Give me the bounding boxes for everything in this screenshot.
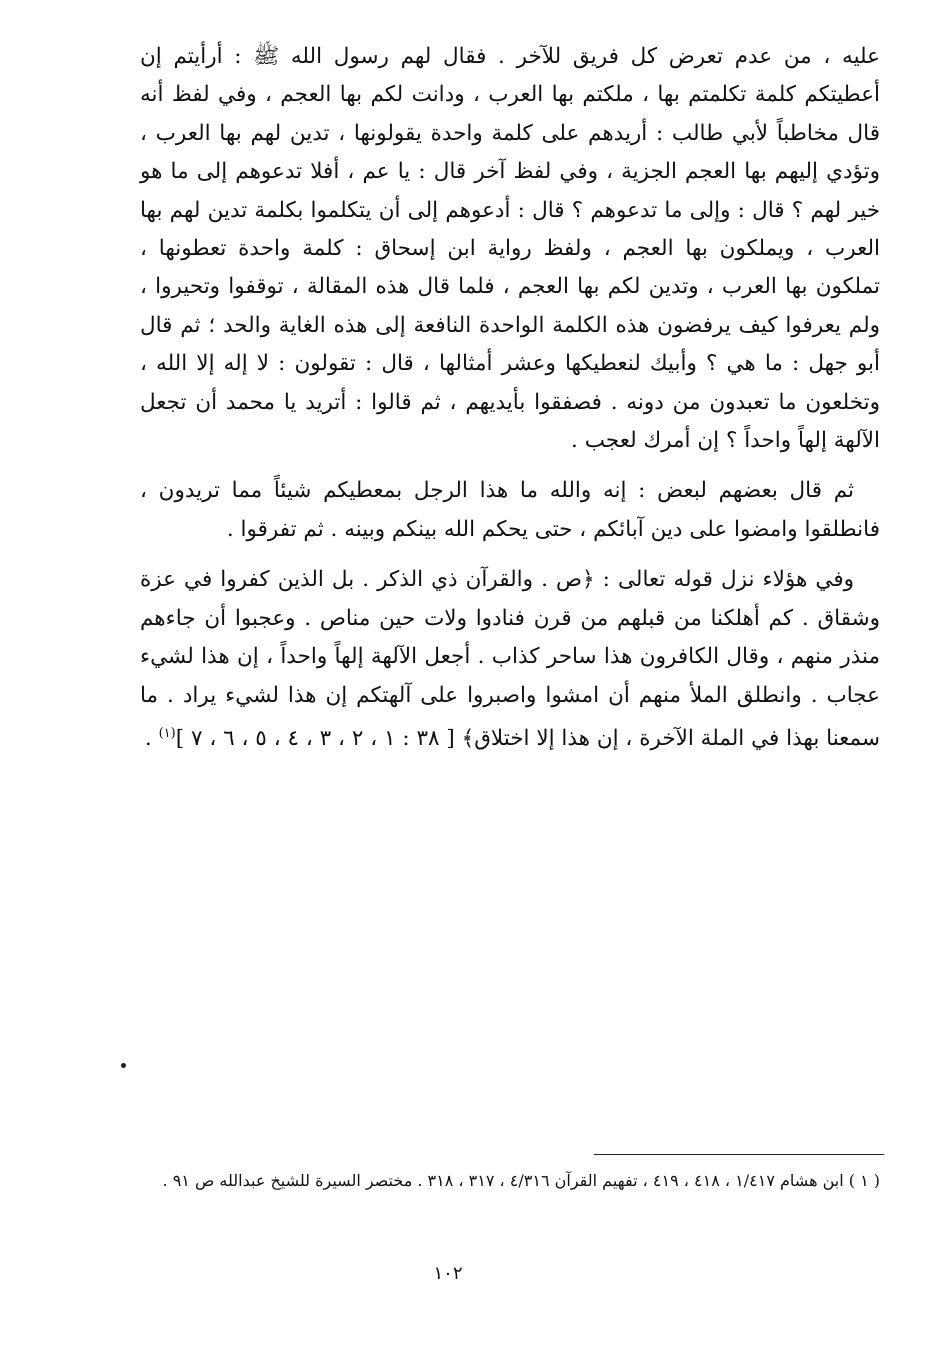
paragraph-3-text: وفي هؤلاء نزل قوله تعالى : ﴿ص . والقرآن ذي الذكر . بل الذين كفروا في عزة وشقاق . كم أهلكنا من قبلهم من قرن فنادوا ولات حين مناص . وعجبوا أن جاءهم منذر منهم ، وقال الكافرون هذا ساحر كذاب . أجعل الآلهة إلهاً واحداً ، إن هذا لشيء عجاب . وانطلق الملأ منهم أن امشوا واصبروا على آلهتكم إن هذا لشيء يراد . ما سمعنا بهذا في الملة الآخرة ، إن هذا إلا اختلاق﴾ [ ٣٨ : ١ ، ٢ ، ٣ ، ٤ ، ٥ ، ٦ ، ٧ ] [140,567,880,752]
stray-dot [121,1063,126,1068]
paragraph-1: عليه ، من عدم تعرض كل فريق للآخر . فقال لهم رسول الله ﷺ : أرأيتم إن أعطيتكم كلمة تكلمتم بها ، ملكتم بها العرب ، ودانت لكم بها العجم ، وفي لفظ أنه قال مخاطباً لأبي طالب : أريدهم على كلمة واحدة يقولونها ، تدين لهم بها العرب ، وتؤدي إليهم بها العجم الجزية ، وفي لفظ آخر قال : يا عم ، أفلا تدعوهم إلى ما هو خير لهم ؟ قال : وإلى ما تدعوهم ؟ قال : أدعوهم إلى أن يتكلموا بكلمة تدين لهم بها العرب ، ويملكون بها العجم ، ولفظ رواية ابن إسحاق : كلمة واحدة تعطونها ، تملكون بها العرب ، وتدين لكم بها العجم ، فلما قال هذه المقالة ، توقفوا وتحيروا ، ولم يعرفوا كيف يرفضون هذه الكلمة الواحدة النافعة إلى هذه الغاية والحد ؛ ثم قال أبو جهل : ما هي ؟ وأبيك لنعطيكها وعشر أمثالها ، قال : تقولون : لا إله إلا الله ، وتخلعون ما تعبدون من دونه . فصفقوا بأيديهم ، ثم قالوا : أتريد يا محمد أن تجعل الآلهة إلهاً واحداً ؟ إن أمرك لعجب . [140,44,880,454]
footnote-reference: (١) [158,725,176,741]
final-period: . [144,726,159,752]
footnote: ( ١ ) ابن هشام ١/٤١٧ ، ٤١٨ ، ٤١٩ ، تفهيم القرآن ٤/٣١٦ ، ٣١٧ ، ٣١٨ . مختصر السيرة للشيخ عبدالله ص ٩١ . [162,1171,880,1190]
main-text [140,38,880,758]
page-number: ١٠٢ [433,1263,463,1284]
footnote-separator [594,1154,884,1155]
paragraph-2: ثم قال بعضهم لبعض : إنه والله ما هذا الرجل بمعطيكم شيئاً مما تريدون ، فانطلقوا وامضوا على دين آبائكم ، حتى يحكم الله بينكم وبينه . ثم تفرقوا . [140,478,880,542]
paragraph-3 [140,561,880,758]
